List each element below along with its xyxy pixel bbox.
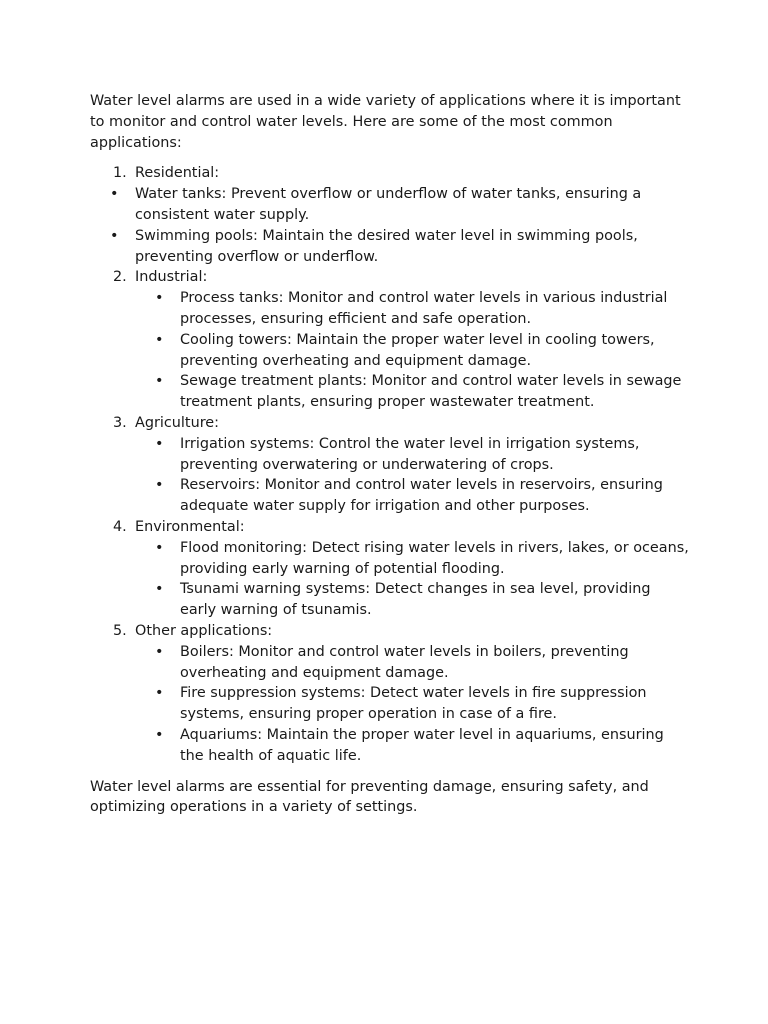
bullet-icon: • — [155, 643, 164, 660]
applications-list — [90, 163, 690, 766]
bullet-icon: • — [155, 477, 164, 494]
bullet-item — [135, 683, 690, 725]
bullet-text: Process tanks: Monitor and control water levels in various industrial processes, ensuring efficient and safe operation. — [180, 290, 668, 327]
section-title: Other applications: — [135, 622, 273, 639]
bullet-icon: • — [110, 227, 119, 244]
section-item — [90, 517, 690, 621]
bullet-item — [135, 538, 690, 580]
section-title: Agriculture: — [135, 414, 219, 431]
bullet-icon: • — [155, 290, 164, 307]
bullet-item — [135, 434, 690, 476]
bullet-text: Reservoirs: Monitor and control water levels in reservoirs, ensuring adequate water supply for irrigation and other purposes. — [180, 477, 663, 515]
section-item — [90, 621, 690, 767]
bullet-icon: • — [110, 186, 119, 203]
bullet-text: Swimming pools: Maintain the desired water level in swimming pools, preventing overflow or underflow. — [135, 227, 638, 265]
bullet-text: Irrigation systems: Control the water level in irrigation systems, preventing overwatering or underwatering of crops. — [180, 435, 640, 473]
bullet-text: Cooling towers: Maintain the proper water level in cooling towers, preventing overheating and equipment damage. — [180, 331, 655, 369]
section-number: 2. — [113, 269, 127, 286]
bullet-icon: • — [155, 581, 164, 598]
bullet-text: Fire suppression systems: Detect water levels in fire suppression systems, ensuring proper operation in case of a fire. — [180, 685, 647, 723]
bullet-icon: • — [155, 373, 164, 390]
bullet-icon: • — [155, 435, 164, 452]
section-number: 1. — [113, 165, 127, 182]
section-item — [90, 413, 690, 517]
bullet-text: Aquariums: Maintain the proper water level in aquariums, ensuring the health of aquatic life. — [180, 726, 664, 764]
bullet-icon: • — [155, 726, 164, 743]
bullet-list — [135, 288, 690, 413]
bullet-item — [90, 184, 690, 226]
bullet-item — [135, 371, 690, 413]
bullet-item — [135, 475, 690, 517]
bullet-icon: • — [155, 539, 164, 556]
bullet-list — [135, 642, 690, 767]
section-title: Environmental: — [135, 518, 245, 535]
bullet-item — [135, 288, 690, 330]
section-title: Industrial: — [135, 269, 208, 286]
bullet-item — [135, 642, 690, 684]
bullet-list — [135, 434, 690, 517]
section-number: 4. — [113, 518, 127, 535]
section-number: 3. — [113, 414, 127, 431]
section-item — [90, 267, 690, 413]
section-number: 5. — [113, 622, 127, 639]
bullet-list — [90, 184, 690, 267]
section-item — [90, 163, 690, 267]
bullet-icon: • — [155, 331, 164, 348]
document-page — [90, 91, 690, 818]
bullet-list — [135, 538, 690, 621]
intro-paragraph: Water level alarms are used in a wide variety of applications where it is important to monitor and control water levels. Here are some of the most common applications: — [90, 93, 681, 151]
bullet-text: Tsunami warning systems: Detect changes in sea level, providing early warning of tsunamis. — [180, 581, 651, 619]
bullet-item — [90, 226, 690, 268]
bullet-item — [135, 725, 690, 767]
bullet-icon: • — [155, 685, 164, 702]
bullet-text: Water tanks: Prevent overflow or underflow of water tanks, ensuring a consistent water supply. — [135, 186, 642, 223]
bullet-text: Boilers: Monitor and control water levels in boilers, preventing overheating and equipment damage. — [180, 643, 629, 681]
bullet-item — [135, 579, 690, 621]
bullet-text: Flood monitoring: Detect rising water levels in rivers, lakes, or oceans, providing early warning of potential flooding. — [180, 539, 689, 577]
closing-paragraph: Water level alarms are essential for preventing damage, ensuring safety, and optimizing operations in a variety of settings. — [90, 778, 649, 816]
section-title: Residential: — [135, 165, 220, 182]
bullet-item — [135, 330, 690, 372]
bullet-text: Sewage treatment plants: Monitor and control water levels in sewage treatment plants, ensuring proper wastewater treatment. — [180, 373, 682, 411]
